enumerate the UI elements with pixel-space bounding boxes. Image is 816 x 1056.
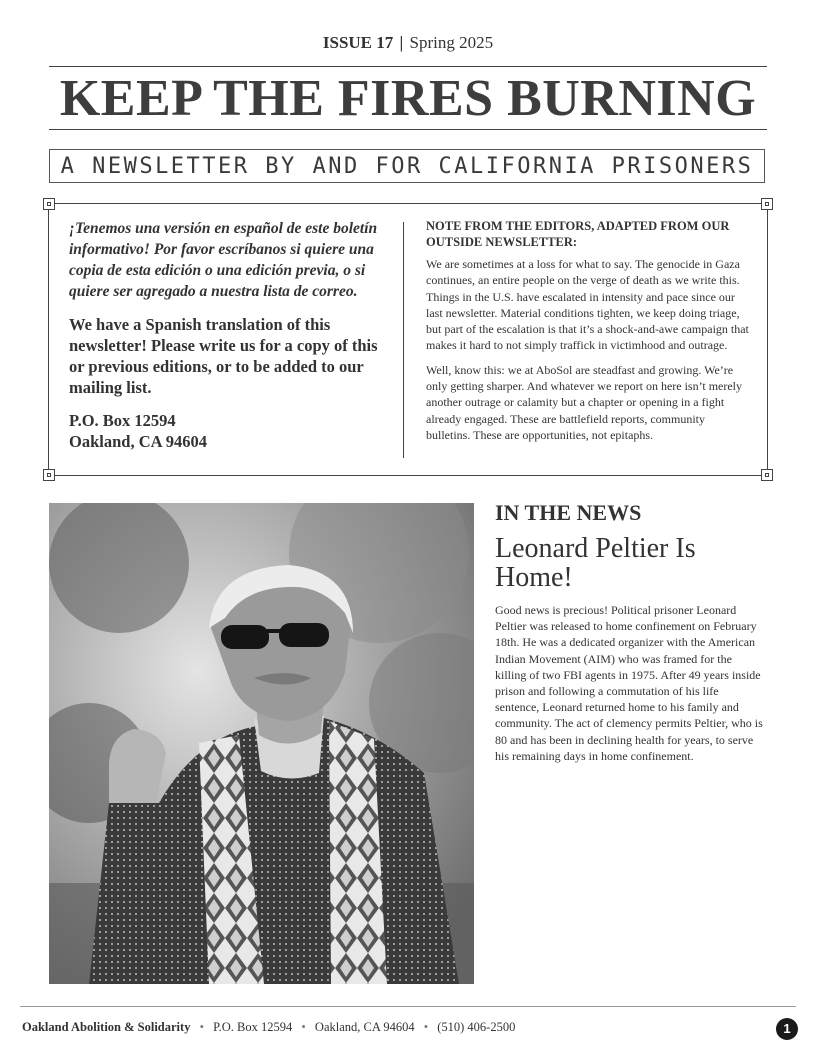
frame-corner-ornament bbox=[761, 198, 773, 210]
footer bbox=[22, 1020, 515, 1035]
issue-season: Spring 2025 bbox=[409, 33, 494, 52]
footer-bullet: • bbox=[301, 1020, 306, 1034]
footer-po-box: P.O. Box 12594 bbox=[213, 1020, 293, 1034]
news-kicker: IN THE NEWS bbox=[495, 500, 642, 525]
page-number-badge: 1 bbox=[776, 1018, 798, 1040]
english-note: We have a Spanish translation of this newsletter! Please write us for a copy of this or previous editions, or to be added to our mailing list. bbox=[69, 315, 378, 397]
editors-note-paragraph: Well, know this: we at AboSol are steadfast and growing. We’re only getting sharper. And whatever we report on here isn’t merely another outrage or calamity but a chapter or opening in a fight already engaged. These are battlefield reports, community bulletins. These are opportunities, not epitaphs. bbox=[426, 362, 743, 442]
footer-bullet: • bbox=[423, 1020, 429, 1034]
issue-separator: | bbox=[399, 33, 404, 52]
editors-note-paragraph: We are sometimes at a loss for what to say. The genocide in Gaza continues, an entire people on the verge of death as we write this. Things in the U.S. have escalated in intensity and pace since our last newsletter. Material conditions tighten, we keep doing triage, but part of the escalation is that it’s a shock-and-awe campaign that makes it hard to not simply traffick in victimhood and outrage. bbox=[426, 257, 749, 353]
translation-notice bbox=[69, 218, 384, 452]
article-headline: Leonard Peltier Is Home! bbox=[495, 533, 696, 593]
masthead-title: KEEP THE FIRES BURNING bbox=[59, 70, 757, 127]
footer-city: Oakland, CA 94604 bbox=[314, 1020, 415, 1034]
article-body: Good news is precious! Political prisoner Leonard Peltier was released to home confinement on February 18th. He was a dedicated organizer with the American Indian Movement (AIM) who was framed for the killing of two FBI agents in 1975. After 49 years inside prison and following a commutation of his life sentence, Leonard returned home to his family and community. The act of clemency permits Peltier, who is 80 and has been in declining health for years, to serve his remaining days in home confinement. bbox=[495, 603, 763, 763]
frame-corner-ornament bbox=[43, 469, 55, 481]
editors-note-heading: NOTE FROM THE EDITORS, ADAPTED FROM OUR OUTSIDE NEWSLETTER: bbox=[426, 219, 730, 249]
address-city: Oakland, CA 94604 bbox=[69, 432, 207, 451]
spanish-note: ¡Tenemos una versión en español de este boletín informativo! Por favor escríbanos si quiere una copia de esta edición o una edición previa, o si quiere ser agregado a nuestra lista de correo. bbox=[69, 220, 378, 300]
news-photo bbox=[49, 503, 474, 984]
editors-note bbox=[426, 218, 749, 451]
footer-phone: (510) 406-2500 bbox=[437, 1020, 516, 1034]
footer-rule bbox=[20, 1006, 796, 1007]
frame-corner-ornament bbox=[43, 198, 55, 210]
issue-line bbox=[0, 33, 816, 53]
footer-bullet: • bbox=[199, 1020, 204, 1034]
masthead-top-rule bbox=[49, 66, 767, 67]
column-divider bbox=[403, 222, 404, 458]
footer-org-name: Oakland Abolition & Solidarity bbox=[22, 1020, 191, 1034]
photo-illustration bbox=[49, 503, 474, 984]
issue-number: ISSUE 17 bbox=[322, 33, 394, 52]
frame-corner-ornament bbox=[761, 469, 773, 481]
newsletter-subtitle: A NEWSLETTER BY AND FOR CALIFORNIA PRISONERS bbox=[49, 149, 765, 183]
news-article bbox=[495, 500, 765, 764]
mailing-address bbox=[69, 410, 384, 452]
masthead-bottom-rule bbox=[49, 129, 767, 130]
address-po-box: P.O. Box 12594 bbox=[69, 411, 176, 430]
